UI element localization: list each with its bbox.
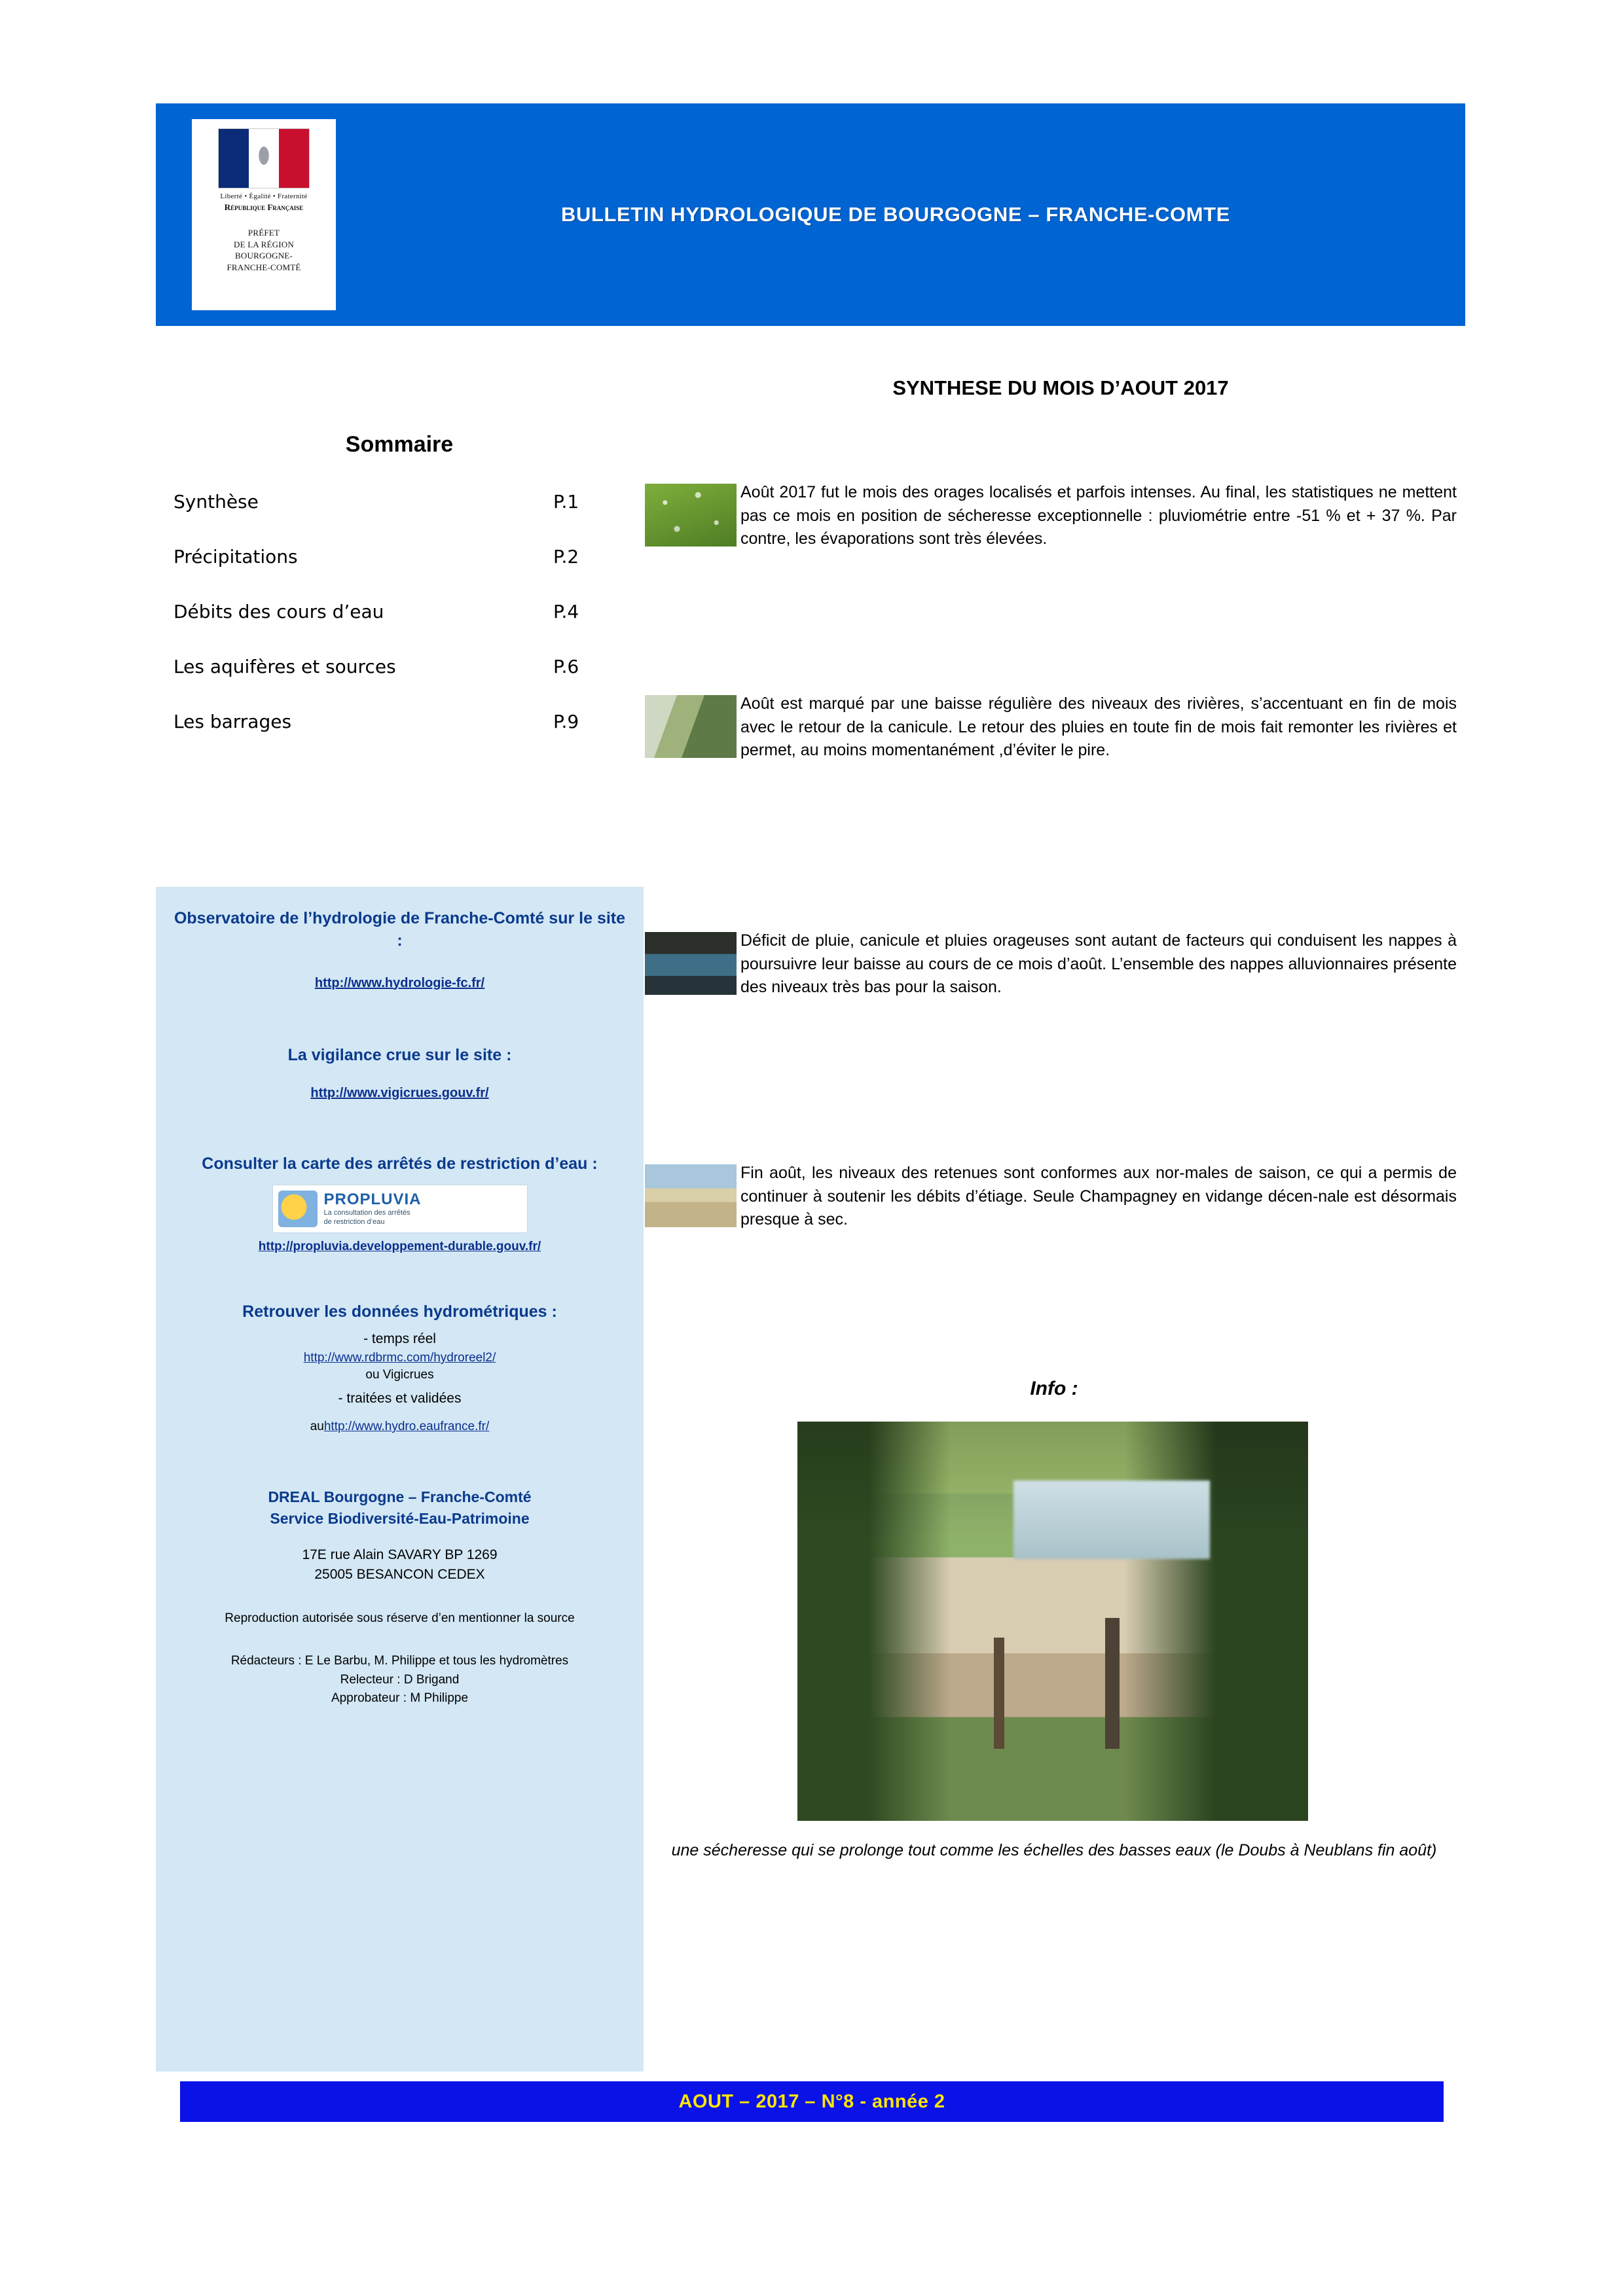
- french-flag-icon: [218, 128, 310, 188]
- hydro-eaufrance-link[interactable]: http://www.hydro.eaufrance.fr/: [323, 1420, 490, 1434]
- footer-band: [180, 2081, 1444, 2122]
- river-thumbnail-icon: [645, 695, 737, 758]
- list-item[interactable]: [173, 601, 632, 656]
- sidebar-info-panel: [156, 887, 644, 2072]
- paragraph-rivers: [645, 692, 1457, 762]
- summary-list: [173, 491, 632, 766]
- paragraph-precipitation: [645, 481, 1457, 551]
- paragraph-groundwater: [645, 929, 1457, 999]
- list-item[interactable]: [173, 656, 632, 711]
- donnees-heading: Retrouver les données hydrométriques :: [242, 1302, 557, 1321]
- rain-drops-thumbnail-icon: [645, 484, 737, 547]
- paragraph-text: Août 2017 fut le mois des orages localisés et parfois intenses. Au final, les statistiques ne mettent pas ce mois en position de sécheresse exceptionnelle : pluviométrie entre -51 % et + 37 %. Par contre, les évaporations sont très élevées.: [740, 483, 1457, 548]
- propluvia-logo[interactable]: [272, 1185, 528, 1233]
- summary-item-label: Les aquifères et sources: [173, 656, 396, 677]
- info-photo-caption: une sécheresse qui se prolonge tout comme les échelles des basses eaux (le Doubs à Neublans fin août): [671, 1841, 1437, 1859]
- summary-item-page: P.2: [553, 546, 579, 567]
- info-section-title: Info :: [1030, 1378, 1078, 1399]
- vigicrues-link[interactable]: http://www.vigicrues.gouv.fr/: [310, 1086, 489, 1101]
- summary-item-label: Synthèse: [173, 491, 259, 512]
- logo-prefet-lines: PRÉFET DE LA RÉGION BOURGOGNE- FRANCHE-COMTÉ: [227, 228, 301, 272]
- summary-title: Sommaire: [345, 432, 454, 457]
- fence-post-left: [994, 1638, 1004, 1749]
- list-item[interactable]: [173, 546, 632, 601]
- reproduction-notice: Reproduction autorisée sous réserve d’en mentionner la source: [225, 1611, 575, 1626]
- traitees-label: - traitées et validées: [338, 1390, 462, 1406]
- observatoire-link[interactable]: http://www.hydrologie-fc.fr/: [314, 975, 485, 990]
- prefecture-logo: [192, 119, 336, 310]
- observatoire-heading: Observatoire de l’hydrologie de Franche-Comté sur le site :: [173, 909, 626, 950]
- info-photo: [797, 1422, 1308, 1821]
- propluvia-logo-subtitle: La consultation des arrêtés de restriction d’eau: [323, 1209, 410, 1226]
- spring-thumbnail-icon: [645, 932, 737, 995]
- address-line-2: 25005 BESANCON CEDEX: [314, 1567, 485, 1583]
- document-header-band: [156, 103, 1465, 326]
- summary-item-page: P.6: [553, 656, 579, 677]
- gauge-post-right: [1105, 1618, 1120, 1749]
- traitees-prefix: au: [310, 1420, 324, 1434]
- summary-item-page: P.4: [553, 601, 579, 622]
- summary-item-label: Les barrages: [173, 711, 292, 732]
- paragraph-text: Fin août, les niveaux des retenues sont conformes aux nor-males de saison, ce qui a permis de continuer à soutenir les débits d’étiage. Seule Champagney en vidange décen-nale est désormais presque à sec.: [740, 1164, 1457, 1229]
- summary-item-label: Débits des cours d’eau: [173, 601, 384, 622]
- footer-issue-label: AOUT – 2017 – N°8 - année 2: [678, 2090, 945, 2112]
- summary-item-page: P.9: [553, 711, 579, 732]
- paragraph-dams: [645, 1162, 1457, 1232]
- temps-reel-label: - temps réel: [363, 1331, 436, 1346]
- vigilance-heading: La vigilance crue sur le site :: [287, 1045, 512, 1064]
- organisation-name: DREAL Bourgogne – Franche-Comté: [268, 1488, 532, 1505]
- summary-item-page: P.1: [553, 491, 579, 512]
- organisation-service: Service Biodiversité-Eau-Patrimoine: [270, 1509, 530, 1527]
- list-item[interactable]: [173, 711, 632, 766]
- page-title: BULLETIN HYDROLOGIQUE DE BOURGOGNE – FRANCHE-COMTE: [560, 203, 1230, 226]
- relecteur-credit: Relecteur : D Brigand: [340, 1672, 460, 1687]
- summary-item-label: Précipitations: [173, 546, 298, 567]
- hydroreel-link[interactable]: http://www.rdbrmc.com/hydroreel2/: [303, 1351, 496, 1365]
- propluvia-link[interactable]: http://propluvia.developpement-durable.gouv.fr/: [258, 1240, 541, 1253]
- logo-republique: République Française: [224, 202, 304, 213]
- redacteurs-credit: Rédacteurs : E Le Barbu, M. Philippe et tous les hydromètres: [230, 1654, 569, 1668]
- synthesis-title: SYNTHESE DU MOIS D’AOUT 2017: [892, 376, 1229, 399]
- list-item[interactable]: [173, 491, 632, 546]
- approbateur-credit: Approbateur : M Philippe: [331, 1691, 469, 1706]
- paragraph-text: Déficit de pluie, canicule et pluies orageuses sont autant de facteurs qui conduisent les nappes à poursuivre leur baisse au cours de ce mois d’août. L’ensemble des nappes alluvionnaires présente des niveaux très bas pour la saison.: [740, 931, 1457, 996]
- dam-thumbnail-icon: [645, 1164, 737, 1227]
- logo-devise: Liberté • Égalité • Fraternité: [220, 192, 308, 200]
- propluvia-logo-title: PROPLUVIA: [323, 1191, 422, 1209]
- paragraph-text: Août est marqué par une baisse régulière des niveaux des rivières, s’accentuant en fin de mois avec le retour de la canicule. Le retour des pluies en toute fin de mois fait remonter les rivières et permet, au moins momentanément ,d’éviter le pire.: [740, 694, 1457, 759]
- river-water-area: [1013, 1480, 1210, 1559]
- propluvia-heading: Consulter la carte des arrêtés de restriction d’eau :: [202, 1155, 598, 1174]
- sun-rain-icon: [278, 1191, 318, 1227]
- ou-vigicrues-text: ou Vigicrues: [365, 1368, 434, 1382]
- address-line-1: 17E rue Alain SAVARY BP 1269: [302, 1547, 498, 1562]
